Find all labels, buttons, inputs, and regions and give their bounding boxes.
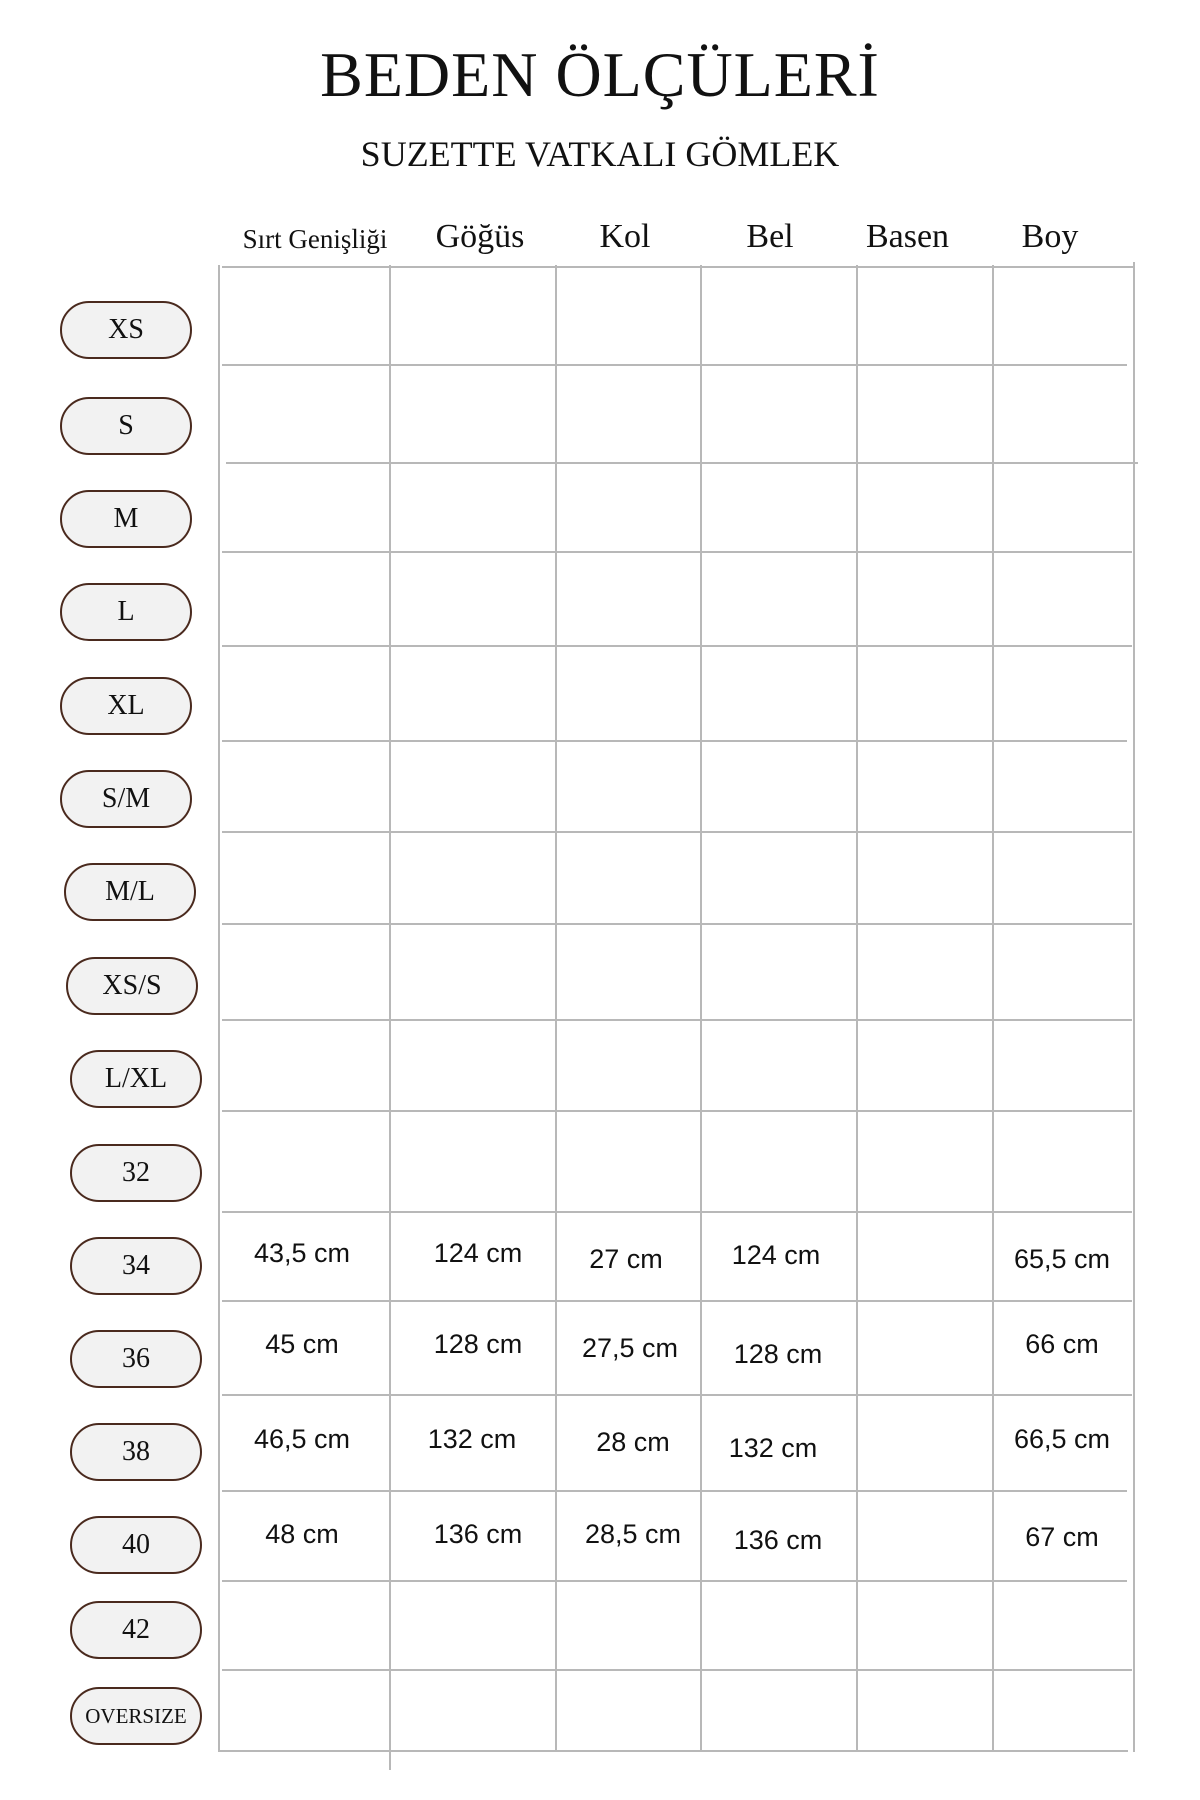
column-header-kol: Kol	[599, 218, 651, 255]
cell-40-sirt-genisligi: 48 cm	[265, 1519, 339, 1549]
cell-36-boy: 66 cm	[1025, 1329, 1099, 1359]
cell-38-sirt-genisligi: 46,5 cm	[253, 1424, 351, 1454]
size-label-s-m: S/M	[60, 770, 192, 828]
size-label-42: 42	[70, 1601, 202, 1659]
cell-40-bel: 136 cm	[733, 1525, 823, 1555]
size-label-34: 34	[70, 1237, 202, 1295]
cell-36-sirt-genisligi: 45 cm	[265, 1329, 339, 1359]
cell-38-gogus: 132 cm	[427, 1424, 517, 1454]
cell-36-gogus: 128 cm	[433, 1329, 523, 1359]
cell-36-bel: 128 cm	[733, 1339, 823, 1369]
cell-34-sirt-genisligi: 43,5 cm	[253, 1238, 351, 1268]
size-label-m-l: M/L	[64, 863, 196, 921]
cell-38-boy: 66,5 cm	[1013, 1424, 1111, 1454]
size-label-36: 36	[70, 1330, 202, 1388]
cell-34-gogus: 124 cm	[433, 1238, 523, 1268]
size-label-38: 38	[70, 1423, 202, 1481]
size-label-xl: XL	[60, 677, 192, 735]
cell-34-bel: 124 cm	[731, 1240, 821, 1270]
column-header-basen: Basen	[865, 218, 950, 255]
size-label-s: S	[60, 397, 192, 455]
column-header-sirt-genisligi: Sırt Genişliği	[242, 224, 388, 254]
cell-34-boy: 65,5 cm	[1013, 1244, 1111, 1274]
size-label-l-xl: L/XL	[70, 1050, 202, 1108]
cell-40-kol: 28,5 cm	[584, 1519, 682, 1549]
cell-34-kol: 27 cm	[589, 1244, 663, 1274]
cell-38-kol: 28 cm	[596, 1427, 670, 1457]
column-header-gogus: Göğüs	[435, 218, 525, 255]
cell-40-gogus: 136 cm	[433, 1519, 523, 1549]
column-header-bel: Bel	[746, 218, 794, 255]
size-label-32: 32	[70, 1144, 202, 1202]
cell-36-kol: 27,5 cm	[581, 1333, 679, 1363]
page-subtitle: SUZETTE VATKALI GÖMLEK	[360, 134, 840, 174]
size-label-l: L	[60, 583, 192, 641]
size-label-xs-s: XS/S	[66, 957, 198, 1015]
cell-38-bel: 132 cm	[728, 1433, 818, 1463]
column-header-boy: Boy	[1021, 218, 1079, 255]
size-label-oversize: OVERSIZE	[70, 1687, 202, 1745]
page-title: BEDEN ÖLÇÜLERİ	[320, 39, 880, 110]
size-label-xs: XS	[60, 301, 192, 359]
cell-40-boy: 67 cm	[1025, 1522, 1099, 1552]
size-label-40: 40	[70, 1516, 202, 1574]
size-label-m: M	[60, 490, 192, 548]
